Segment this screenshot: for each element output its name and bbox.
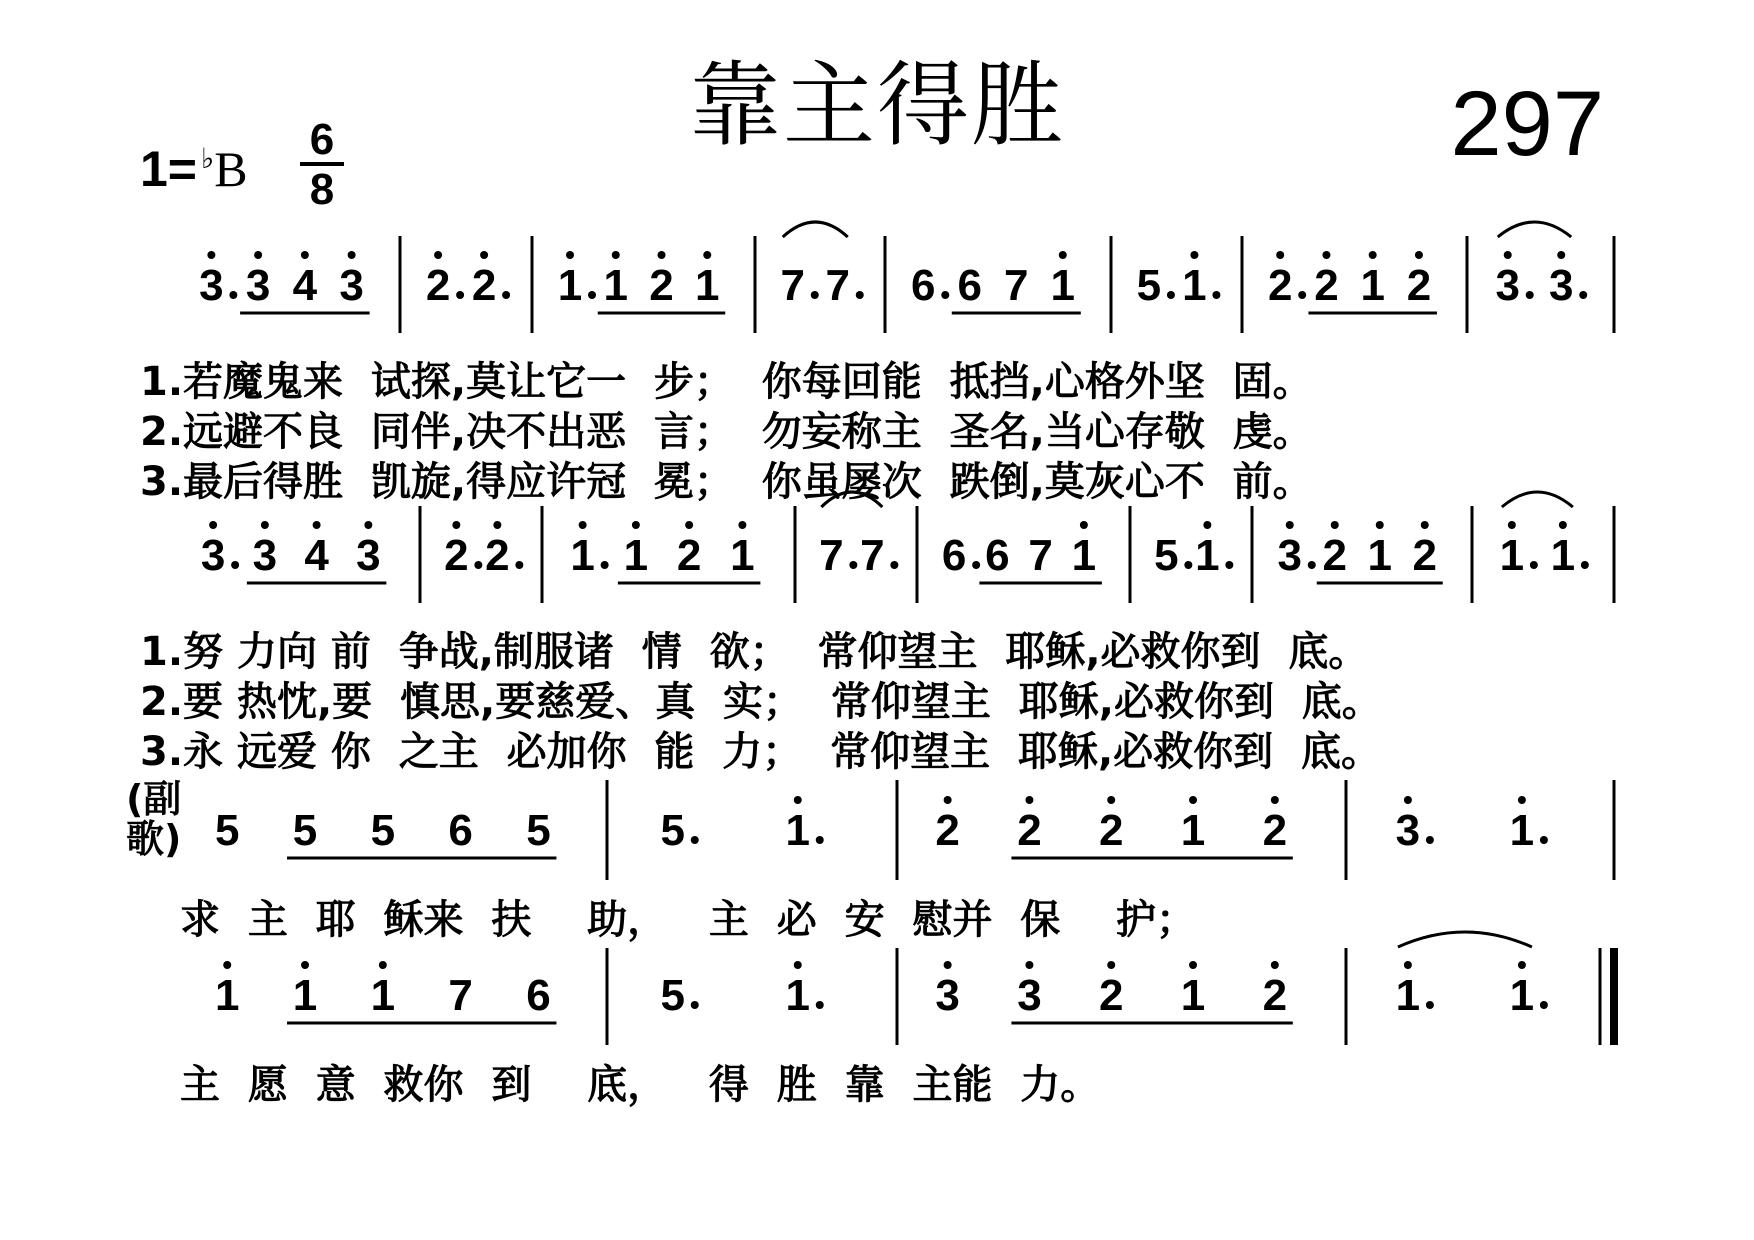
octave-dot — [1189, 796, 1197, 804]
note-digit: 6 — [985, 531, 1010, 580]
note-digit: 1 — [1071, 531, 1097, 580]
note-digit: 1 — [1180, 971, 1206, 1020]
augmentation-dot — [972, 561, 980, 569]
note-digit: 6 — [911, 261, 936, 310]
note-digit: 2 — [1322, 531, 1347, 580]
note-digit: 1 — [1550, 531, 1576, 580]
note-digit: 7 — [825, 261, 850, 310]
augmentation-dot — [1540, 836, 1548, 844]
octave-dot — [364, 521, 372, 529]
octave-dot — [209, 521, 217, 529]
page-title: 靠主得胜 — [688, 52, 1065, 159]
note-digit: 1 — [214, 971, 240, 1020]
octave-dot — [612, 251, 620, 259]
note-digit: 7 — [860, 531, 885, 580]
octave-dot — [480, 251, 488, 259]
octave-dot — [794, 796, 802, 804]
note-digit: 3 — [1395, 806, 1421, 855]
octave-dot — [794, 961, 802, 969]
note-digit: 3 — [356, 531, 381, 580]
octave-dot — [1107, 796, 1115, 804]
octave-dot — [1404, 961, 1412, 969]
augmentation-dot — [691, 1001, 699, 1009]
octave-dot — [1415, 251, 1423, 259]
note-digit: 1 — [1360, 261, 1385, 310]
octave-dot — [1025, 796, 1033, 804]
augmentation-dot — [816, 836, 824, 844]
octave-dot — [1557, 251, 1565, 259]
lyric-line: 求 主 耶 稣来 扶 助， 主 必 安 慰并 保 护； — [180, 897, 1196, 943]
note-digit: 3 — [1017, 971, 1042, 1020]
chorus-label: (副歌) — [126, 777, 182, 861]
octave-dot — [261, 521, 269, 529]
augmentation-dot — [1526, 291, 1534, 299]
augmentation-dot — [1426, 1001, 1434, 1009]
octave-dot — [658, 251, 666, 259]
augmentation-dot — [1225, 561, 1233, 569]
augmentation-dot — [502, 291, 510, 299]
augmentation-dot — [588, 291, 596, 299]
octave-dot — [301, 961, 309, 969]
octave-dot — [944, 961, 952, 969]
note-digit: 2 — [425, 261, 451, 310]
note-digit: 5 — [292, 806, 318, 855]
note-digit: 5 — [660, 971, 685, 1020]
octave-dot — [1404, 796, 1412, 804]
note-digit: 5 — [370, 806, 396, 855]
key-note: B — [214, 141, 248, 197]
octave-dot — [1504, 251, 1512, 259]
augmentation-dot — [816, 1001, 824, 1009]
augmentation-dot — [1298, 291, 1306, 299]
flat-sign: ♭ — [201, 142, 215, 175]
augmentation-dot — [856, 291, 864, 299]
octave-dot — [1331, 521, 1339, 529]
augmentation-dot — [890, 561, 898, 569]
note-digit: 3 — [200, 531, 226, 580]
octave-dot — [1203, 521, 1211, 529]
octave-dot — [1271, 796, 1279, 804]
meter-bottom: 8 — [300, 162, 344, 212]
note-digit: 2 — [649, 261, 674, 310]
note-digit: 2 — [1262, 971, 1288, 1020]
octave-dot — [1376, 521, 1384, 529]
note-digit: 6 — [941, 531, 967, 580]
note-digit: 2 — [471, 261, 497, 310]
octave-dot — [632, 521, 640, 529]
octave-dot — [1369, 251, 1377, 259]
augmentation-dot — [1426, 836, 1434, 844]
note-digit: 3 — [1548, 261, 1574, 310]
note-digit: 1 — [557, 261, 583, 310]
octave-dot — [685, 521, 693, 529]
octave-dot — [1559, 521, 1567, 529]
note-digit: 2 — [1098, 806, 1124, 855]
note-digit: 4 — [304, 531, 329, 580]
augmentation-dot — [456, 291, 464, 299]
lyric-line: 1.若魔鬼来 试探,莫让它一 步； 你每回能 抵挡,心格外坚 固。 — [140, 359, 1313, 405]
note-digit: 3 — [252, 531, 278, 580]
note-digit: 6 — [448, 806, 473, 855]
augmentation-dot — [231, 561, 239, 569]
note-digit: 1 — [730, 531, 755, 580]
note-digit: 1 — [785, 806, 810, 855]
lyric-line: 3.最后得胜 凯旋,得应许冠 冕； 你虽屡次 跌倒,莫灰心不 前。 — [140, 459, 1313, 505]
lyric-line: 2.要 热忱,要 慎思,要慈爱、真 实； 常仰望主 耶稣,必救你到 底。 — [140, 679, 1382, 725]
note-digit: 1 — [1195, 531, 1220, 580]
note-digit: 5 — [214, 806, 240, 855]
note-digit: 3 — [1495, 261, 1520, 310]
note-digit: 2 — [1267, 261, 1293, 310]
augmentation-dot — [1540, 1001, 1548, 1009]
note-digit: 3 — [1277, 531, 1302, 580]
note-digit: 2 — [935, 806, 960, 855]
note-digit: 4 — [292, 261, 318, 310]
octave-dot — [566, 251, 574, 259]
note-digit: 1 — [785, 971, 810, 1020]
augmentation-dot — [691, 836, 699, 844]
octave-dot — [1286, 521, 1294, 529]
note-digit: 7 — [819, 531, 844, 580]
octave-dot — [1107, 961, 1115, 969]
note-digit: 3 — [339, 261, 364, 310]
octave-dot — [313, 521, 321, 529]
octave-dot — [207, 251, 215, 259]
tie-arc — [1498, 222, 1572, 237]
octave-dot — [493, 521, 501, 529]
augmentation-dot — [601, 561, 609, 569]
augmentation-dot — [941, 291, 949, 299]
octave-dot — [1025, 961, 1033, 969]
tie-arc — [1398, 932, 1532, 947]
note-digit: 1 — [1499, 531, 1525, 580]
augmentation-dot — [1579, 291, 1587, 299]
key-prefix: 1= — [140, 141, 198, 197]
augmentation-dot — [1308, 561, 1316, 569]
octave-dot — [703, 251, 711, 259]
lyric-line: 1.努 力向 前 争战,制服诸 情 欲； 常仰望主 耶稣,必救你到 底。 — [140, 629, 1369, 675]
octave-dot — [1271, 961, 1279, 969]
note-digit: 3 — [935, 971, 960, 1020]
hymn-number: 297 — [1450, 73, 1604, 175]
tie-arc — [783, 222, 848, 237]
note-digit: 1 — [292, 971, 318, 1020]
octave-dot — [1518, 961, 1526, 969]
note-digit: 2 — [1314, 261, 1339, 310]
note-digit: 5 — [1136, 261, 1162, 310]
note-digit: 2 — [1412, 531, 1437, 580]
octave-dot — [223, 961, 231, 969]
octave-dot — [1421, 521, 1429, 529]
note-digit: 1 — [570, 531, 595, 580]
note-digit: 1 — [370, 971, 396, 1020]
octave-dot — [1190, 251, 1198, 259]
augmentation-dot — [811, 291, 819, 299]
note-digit: 1 — [1367, 531, 1392, 580]
tie-arc — [1502, 492, 1573, 507]
augmentation-dot — [1167, 291, 1175, 299]
note-digit: 2 — [1406, 261, 1432, 310]
note-digit: 1 — [1050, 261, 1076, 310]
octave-dot — [579, 521, 587, 529]
augmentation-dot — [1212, 291, 1220, 299]
augmentation-dot — [229, 291, 237, 299]
note-digit: 2 — [1017, 806, 1042, 855]
octave-dot — [1322, 251, 1330, 259]
note-digit: 5 — [1154, 531, 1179, 580]
augmentation-dot — [849, 561, 857, 569]
augmentation-dot — [1581, 561, 1589, 569]
note-digit: 6 — [526, 971, 551, 1020]
octave-dot — [1080, 521, 1088, 529]
octave-dot — [254, 251, 262, 259]
note-digit: 2 — [444, 531, 469, 580]
note-digit: 7 — [1028, 531, 1053, 580]
note-digit: 2 — [1262, 806, 1288, 855]
note-digit: 5 — [526, 806, 551, 855]
meter-top: 6 — [309, 115, 335, 164]
note-digit: 7 — [448, 971, 473, 1020]
octave-dot — [1189, 961, 1197, 969]
octave-dot — [1059, 251, 1067, 259]
note-digit: 7 — [780, 261, 805, 310]
octave-dot — [1508, 521, 1516, 529]
note-digit: 1 — [695, 261, 720, 310]
octave-dot — [738, 521, 746, 529]
note-digit: 1 — [1509, 806, 1535, 855]
augmentation-dot — [474, 561, 482, 569]
octave-dot — [379, 961, 387, 969]
octave-dot — [348, 251, 356, 259]
note-digit: 3 — [199, 261, 224, 310]
note-digit: 5 — [660, 806, 685, 855]
note-digit: 2 — [1098, 971, 1124, 1020]
note-digit: 1 — [623, 531, 649, 580]
octave-dot — [944, 796, 952, 804]
augmentation-dot — [515, 561, 523, 569]
note-digit: 7 — [1004, 261, 1029, 310]
octave-dot — [301, 251, 309, 259]
lyric-line: 3.永 远爱 你 之主 必加你 能 力； 常仰望主 耶稣,必救你到 底。 — [140, 729, 1382, 775]
octave-dot — [1518, 796, 1526, 804]
note-digit: 1 — [1509, 971, 1535, 1020]
augmentation-dot — [1530, 561, 1538, 569]
lyric-line: 2.远避不良 同伴,决不出恶 言； 勿妄称主 圣名,当心存敬 虔。 — [140, 409, 1313, 455]
octave-dot — [1276, 251, 1284, 259]
octave-dot — [434, 251, 442, 259]
note-digit: 1 — [603, 261, 629, 310]
note-digit: 1 — [1395, 971, 1421, 1020]
note-digit: 1 — [1182, 261, 1207, 310]
note-digit: 1 — [1180, 806, 1206, 855]
augmentation-dot — [1184, 561, 1192, 569]
note-digit: 2 — [676, 531, 702, 580]
note-digit: 2 — [485, 531, 510, 580]
note-digit: 6 — [957, 261, 983, 310]
lyric-line: 主 愿 意 救你 到 底， 得 胜 靠 主能 力。 — [180, 1062, 1101, 1108]
octave-dot — [452, 521, 460, 529]
note-digit: 3 — [245, 261, 271, 310]
